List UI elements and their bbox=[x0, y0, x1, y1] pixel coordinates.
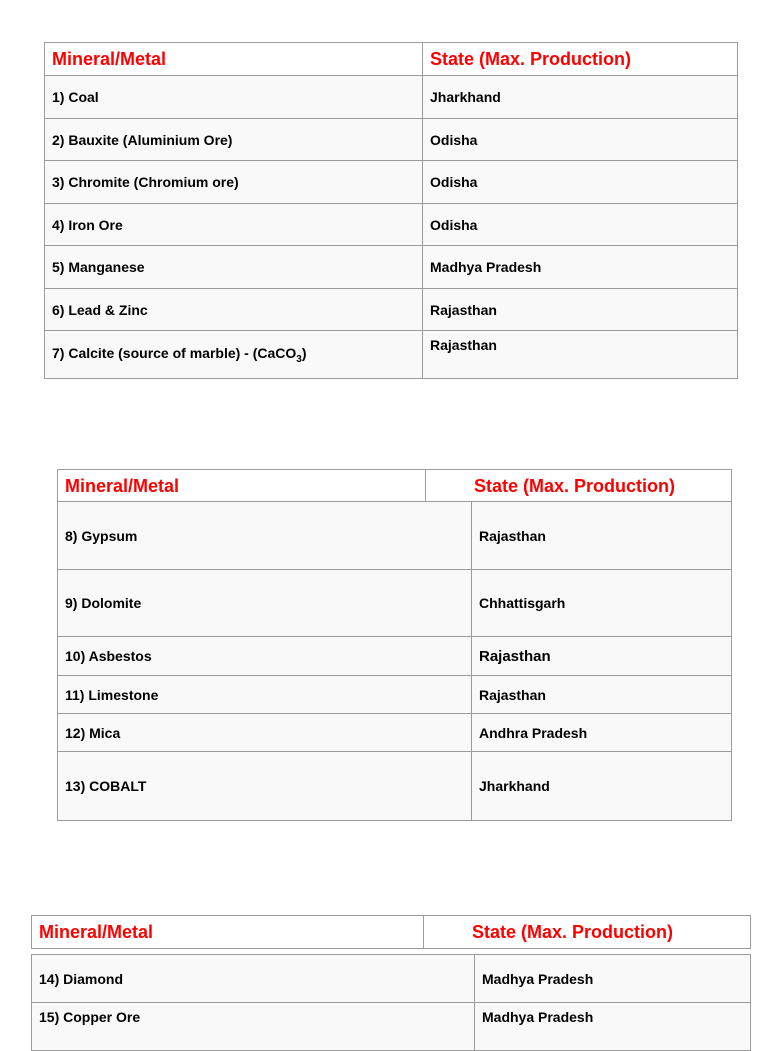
table-row bbox=[32, 955, 751, 1003]
formula-text: 7) Calcite (source of marble) - (CaCO bbox=[52, 344, 297, 361]
mineral-cell: 1) Coal bbox=[45, 76, 423, 119]
mineral-cell: 5) Manganese bbox=[45, 246, 423, 289]
mineral-cell: 12) Mica bbox=[58, 714, 472, 752]
table-header-row bbox=[32, 916, 751, 949]
state-cell: Chhattisgarh bbox=[472, 570, 732, 637]
header-state: State (Max. Production) bbox=[423, 43, 738, 76]
minerals-table-2 bbox=[57, 501, 732, 821]
header-mineral: Mineral/Metal bbox=[32, 916, 424, 949]
mineral-cell bbox=[45, 331, 423, 379]
state-cell: Madhya Pradesh bbox=[475, 1003, 751, 1051]
header-mineral: Mineral/Metal bbox=[58, 470, 426, 503]
state-cell: Rajasthan bbox=[423, 289, 738, 331]
table-row bbox=[45, 331, 738, 379]
state-cell: Madhya Pradesh bbox=[475, 955, 751, 1003]
minerals-table-1 bbox=[44, 42, 738, 379]
table-row bbox=[58, 637, 732, 676]
table-row bbox=[45, 289, 738, 331]
header-state: State (Max. Production) bbox=[426, 470, 732, 503]
mineral-cell: 11) Limestone bbox=[58, 676, 472, 714]
table-row bbox=[58, 502, 732, 570]
mineral-cell: 13) COBALT bbox=[58, 752, 472, 821]
table-row bbox=[45, 204, 738, 246]
mineral-cell: 8) Gypsum bbox=[58, 502, 472, 570]
minerals-table-3 bbox=[31, 954, 751, 1051]
mineral-cell: 9) Dolomite bbox=[58, 570, 472, 637]
mineral-cell: 4) Iron Ore bbox=[45, 204, 423, 246]
state-cell: Jharkhand bbox=[423, 76, 738, 119]
state-cell: Andhra Pradesh bbox=[472, 714, 732, 752]
state-cell: Odisha bbox=[423, 119, 738, 161]
state-cell: Madhya Pradesh bbox=[423, 246, 738, 289]
state-cell: Rajasthan bbox=[472, 502, 732, 570]
table-row bbox=[45, 76, 738, 119]
formula-close: ) bbox=[301, 344, 307, 361]
formula-subscript: 3 bbox=[296, 353, 302, 365]
table-row bbox=[58, 570, 732, 637]
minerals-table-2-header bbox=[57, 469, 732, 503]
table-row bbox=[32, 1003, 751, 1051]
mineral-cell: 6) Lead & Zinc bbox=[45, 289, 423, 331]
mineral-cell: 14) Diamond bbox=[32, 955, 475, 1003]
table-row bbox=[58, 676, 732, 714]
state-cell: Rajasthan bbox=[423, 331, 738, 379]
table-header-row bbox=[45, 43, 738, 76]
table-row bbox=[45, 119, 738, 161]
table-row bbox=[58, 752, 732, 821]
table-row bbox=[45, 161, 738, 204]
mineral-cell: 3) Chromite (Chromium ore) bbox=[45, 161, 423, 204]
table-row bbox=[45, 246, 738, 289]
state-cell: Rajasthan bbox=[472, 676, 732, 714]
header-mineral: Mineral/Metal bbox=[45, 43, 423, 76]
state-cell: Rajasthan bbox=[472, 637, 732, 676]
mineral-cell: 10) Asbestos bbox=[58, 637, 472, 676]
header-state: State (Max. Production) bbox=[424, 916, 751, 949]
state-cell: Odisha bbox=[423, 204, 738, 246]
mineral-cell: 2) Bauxite (Aluminium Ore) bbox=[45, 119, 423, 161]
table-header-row bbox=[58, 470, 732, 503]
minerals-table-3-header bbox=[31, 915, 751, 949]
table-row bbox=[58, 714, 732, 752]
state-cell: Jharkhand bbox=[472, 752, 732, 821]
state-cell: Odisha bbox=[423, 161, 738, 204]
mineral-cell: 15) Copper Ore bbox=[32, 1003, 475, 1051]
